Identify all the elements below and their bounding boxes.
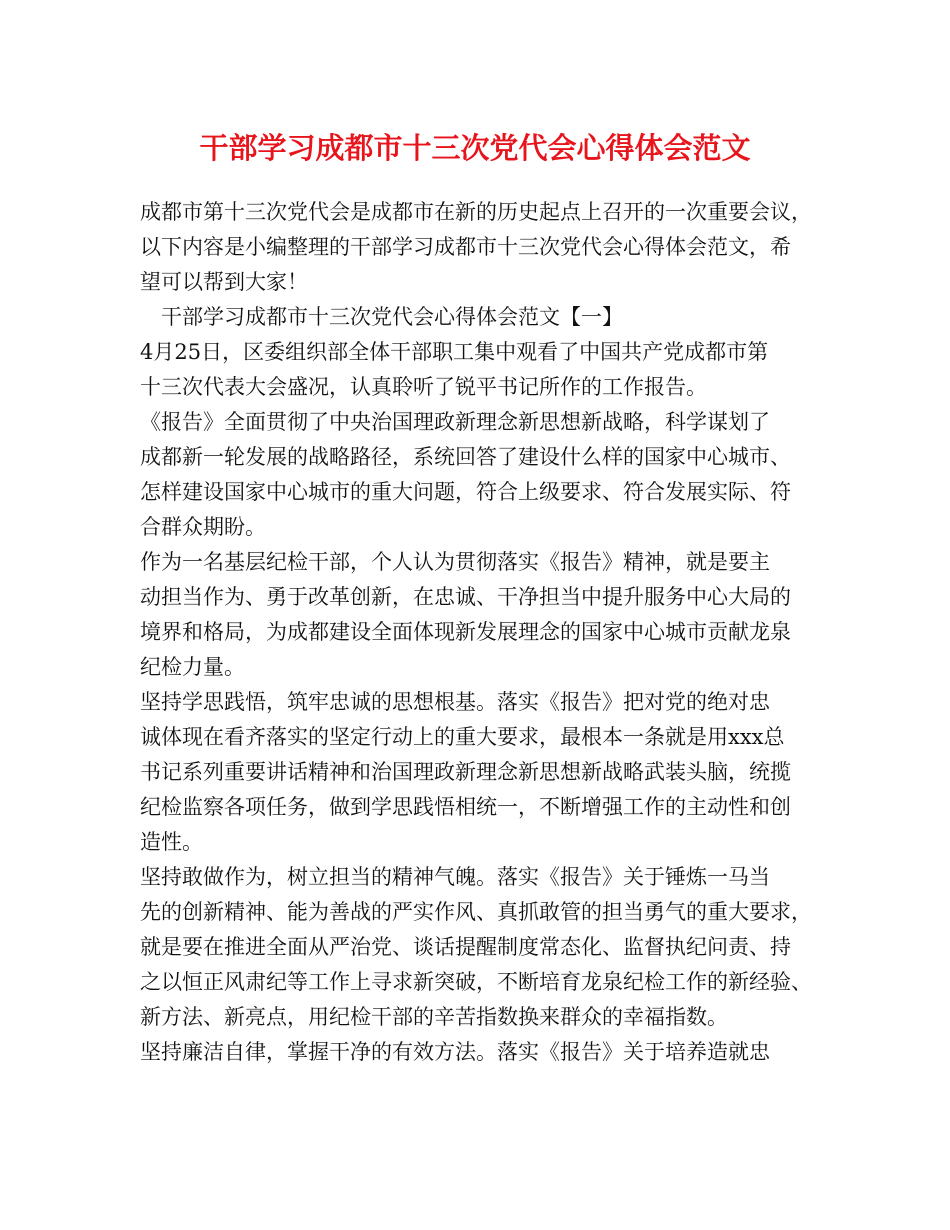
text-line: 就是要在推进全面从严治党、谈话提醒制度常态化、监督执纪问责、持	[140, 935, 791, 959]
text-line: 4月25日，区委组织部全体干部职工集中观看了中国共产党成都市第	[140, 340, 769, 364]
text-line: 《报告》全面贯彻了中央治国理政新理念新思想新战略，科学谋划了	[140, 410, 770, 434]
text-line: 坚持廉洁自律，掌握干净的有效方法。落实《报告》关于培养造就忠	[140, 1040, 770, 1064]
section-heading: 干部学习成都市十三次党代会心得体会范文【一】	[140, 305, 623, 329]
text-line: 望可以帮到大家！	[140, 270, 308, 294]
text-line: 书记系列重要讲话精神和治国理政新理念新思想新战略武装头脑，统揽	[140, 760, 791, 784]
text-line: 坚持学思践悟，筑牢忠诚的思想根基。落实《报告》把对党的绝对忠	[140, 690, 770, 714]
text-line: 诚体现在看齐落实的坚定行动上的重大要求，最根本一条就是用xxx总	[140, 725, 785, 749]
text-line: 纪检监察各项任务，做到学思践悟相统一，不断增强工作的主动性和创	[140, 795, 791, 819]
document-title: 干部学习成都市十三次党代会心得体会范文	[199, 131, 751, 165]
text-line: 十三次代表大会盛况，认真聆听了锐平书记所作的工作报告。	[140, 375, 707, 399]
text-line: 作为一名基层纪检干部，个人认为贯彻落实《报告》精神，就是要主	[140, 550, 770, 574]
text-line: 成都新一轮发展的战略路径，系统回答了建设什么样的国家中心城市、	[140, 445, 791, 469]
text-line: 怎样建设国家中心城市的重大问题，符合上级要求、符合发展实际、符	[140, 480, 791, 504]
text-line: 成都市第十三次党代会是成都市在新的历史起点上召开的一次重要会议，	[140, 200, 812, 224]
text-line: 坚持敢做作为，树立担当的精神气魄。落实《报告》关于锤炼一马当	[140, 865, 770, 889]
text-line: 以下内容是小编整理的干部学习成都市十三次党代会心得体会范文，希	[140, 235, 791, 259]
text-line: 之以恒正风肃纪等工作上寻求新突破，不断培育龙泉纪检工作的新经验、	[140, 970, 812, 994]
text-line: 合群众期盼。	[140, 515, 266, 539]
text-line: 造性。	[140, 830, 203, 854]
text-line: 新方法、新亮点，用纪检干部的辛苦指数换来群众的幸福指数。	[140, 1005, 728, 1029]
text-line: 动担当作为、勇于改革创新，在忠诚、干净担当中提升服务中心大局的	[140, 585, 791, 609]
text-line: 境界和格局，为成都建设全面体现新发展理念的国家中心城市贡献龙泉	[140, 620, 791, 644]
document-body	[140, 195, 830, 1070]
text-line: 纪检力量。	[140, 655, 245, 679]
text-line: 先的创新精神、能为善战的严实作风、真抓敢管的担当勇气的重大要求，	[140, 900, 812, 924]
